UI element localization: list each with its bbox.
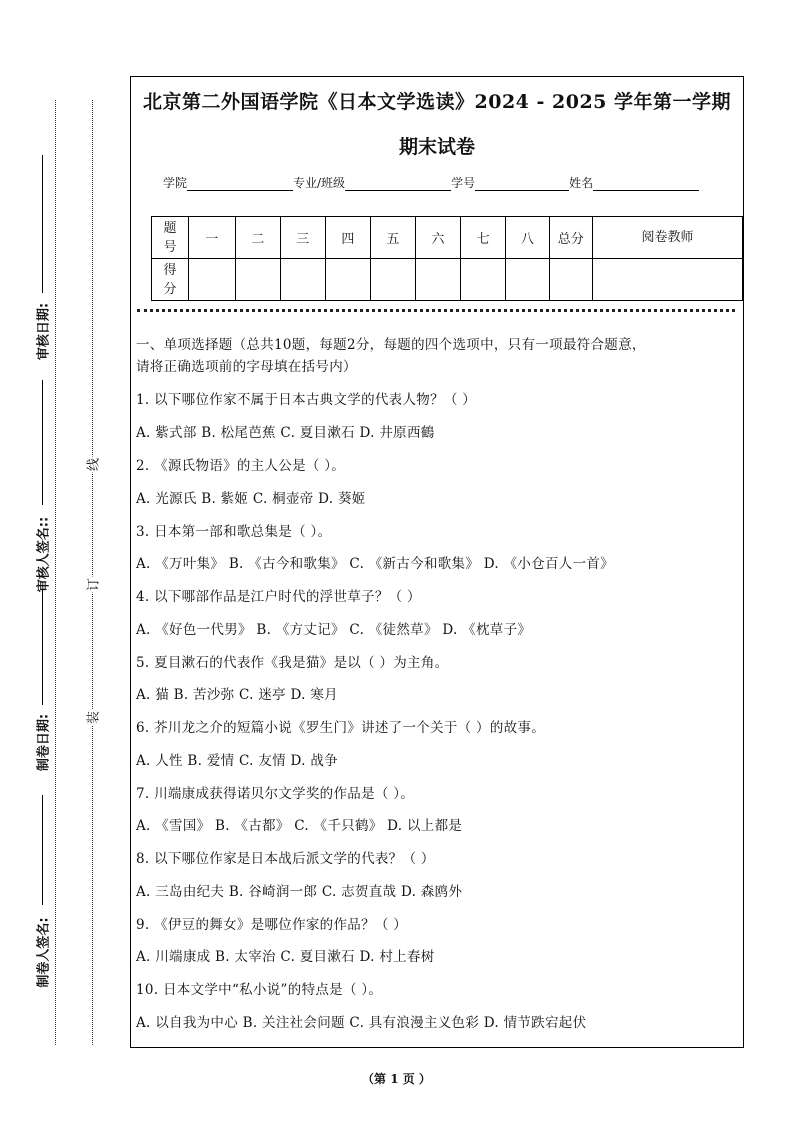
school-label: 学院 bbox=[163, 176, 188, 190]
bind-mark-xian: 线 bbox=[83, 457, 102, 473]
name-label: 姓名 bbox=[569, 176, 594, 190]
col-2: 二 bbox=[235, 217, 280, 259]
make-sign-underline bbox=[42, 795, 43, 905]
exam-title: 北京第二外国语学院《日本文学选读》2024 - 2025 学年第一学期 bbox=[143, 91, 731, 113]
school-field[interactable] bbox=[187, 176, 293, 191]
score-table-header-row bbox=[152, 217, 743, 259]
options-10: A. 以自我为中心 B. 关注社会问题 C. 具有浪漫主义色彩 D. 情节跌宕起伏 bbox=[136, 1015, 587, 1031]
section-separator bbox=[137, 309, 735, 312]
make-date-underline bbox=[42, 590, 43, 705]
score-cell-5[interactable] bbox=[370, 259, 415, 301]
options-4: A. 《好色一代男》 B. 《方丈记》 C. 《徒然草》 D. 《枕草子》 bbox=[136, 622, 532, 638]
score-cell-4[interactable] bbox=[325, 259, 370, 301]
question-10: 10. 日本文学中“私小说”的特点是（ ）。 bbox=[136, 982, 383, 998]
col-8: 八 bbox=[506, 217, 549, 259]
question-8: 8. 以下哪位作家是日本战后派文学的代表？（ ） bbox=[136, 851, 435, 867]
name-field[interactable] bbox=[593, 176, 699, 191]
section-heading-line2: 请将正确选项前的字母填在括号内） bbox=[136, 359, 357, 375]
col-5: 五 bbox=[370, 217, 415, 259]
options-9: A. 川端康成 B. 太宰治 C. 夏目漱石 D. 村上春树 bbox=[136, 949, 435, 965]
score-cell-2[interactable] bbox=[235, 259, 280, 301]
review-date-label: 审核日期: bbox=[36, 302, 52, 361]
col-total: 总分 bbox=[549, 217, 592, 259]
score-cell-6[interactable] bbox=[415, 259, 460, 301]
question-6: 6. 芥川龙之介的短篇小说《罗生门》讲述了一个关于（ ）的故事。 bbox=[136, 720, 546, 736]
make-date-label: 制卷日期: bbox=[36, 713, 52, 772]
major-label: 专业/班级 bbox=[293, 176, 346, 190]
question-5: 5. 夏目漱石的代表作《我是猫》是以（ ）为主角。 bbox=[136, 655, 449, 671]
options-8: A. 三岛由纪夫 B. 谷崎润一郎 C. 志贺直哉 D. 森鸥外 bbox=[136, 884, 463, 900]
student-id-label: 学号 bbox=[451, 176, 476, 190]
section-heading-line1: 一、单项选择题（总共10题，每题2分，每题的四个选项中，只有一项最符合题意， bbox=[136, 337, 646, 353]
col-grader: 阅卷教师 bbox=[592, 217, 742, 259]
question-1: 1. 以下哪位作家不属于日本古典文学的代表人物？（ ） bbox=[136, 392, 477, 408]
score-cell-grader[interactable] bbox=[592, 259, 742, 301]
question-2: 2. 《源氏物语》的主人公是（ ）。 bbox=[136, 458, 346, 474]
score-cell-total[interactable] bbox=[549, 259, 592, 301]
options-5: A. 猫 B. 苦沙弥 C. 迷亭 D. 寒月 bbox=[136, 687, 338, 703]
col-1: 一 bbox=[188, 217, 235, 259]
left-dotted-line bbox=[55, 100, 56, 1045]
question-7: 7. 川端康成获得诺贝尔文学奖的作品是（ ）。 bbox=[136, 786, 415, 802]
page-number: （第 1 页 ） bbox=[362, 1072, 431, 1086]
options-1: A. 紫式部 B. 松尾芭蕉 C. 夏目漱石 D. 井原西鶴 bbox=[136, 425, 435, 441]
score-cell-3[interactable] bbox=[280, 259, 325, 301]
student-id-field[interactable] bbox=[475, 176, 569, 191]
bind-mark-ding: 订 bbox=[83, 577, 102, 593]
student-info-row bbox=[163, 174, 699, 191]
col-6: 六 bbox=[415, 217, 460, 259]
options-2: A. 光源氏 B. 紫姬 C. 桐壶帝 D. 葵姬 bbox=[136, 491, 366, 507]
options-7: A. 《雪国》 B. 《古都》 C. 《千只鹤》 D. 以上都是 bbox=[136, 818, 463, 834]
major-field[interactable] bbox=[345, 176, 451, 191]
options-3: A. 《万叶集》 B. 《古今和歌集》 C. 《新古今和歌集》 D. 《小仓百人一首》 bbox=[136, 556, 614, 572]
review-sign-label: 审核人签名:: bbox=[36, 516, 52, 593]
exam-frame bbox=[130, 76, 744, 1048]
score-table-score-row bbox=[152, 259, 743, 301]
bind-mark-zhuang: 装 bbox=[83, 710, 102, 726]
options-6: A. 人性 B. 爱情 C. 友情 D. 战争 bbox=[136, 753, 338, 769]
col-4: 四 bbox=[325, 217, 370, 259]
score-cell-8[interactable] bbox=[506, 259, 549, 301]
score-table bbox=[151, 216, 743, 301]
question-4: 4. 以下哪部作品是江户时代的浮世草子？（ ） bbox=[136, 589, 421, 605]
col-3: 三 bbox=[280, 217, 325, 259]
col-7: 七 bbox=[461, 217, 506, 259]
right-dotted-line bbox=[92, 100, 93, 1045]
make-sign-label: 制卷人签名: bbox=[36, 917, 52, 988]
question-9: 9. 《伊豆的舞女》是哪位作家的作品？（ ） bbox=[136, 917, 408, 933]
row-label-tihao: 题号 bbox=[152, 217, 189, 259]
review-sign-underline bbox=[42, 380, 43, 505]
review-date-underline bbox=[42, 155, 43, 293]
exam-subtitle: 期末试卷 bbox=[398, 136, 475, 158]
score-cell-1[interactable] bbox=[188, 259, 235, 301]
row-label-defen: 得分 bbox=[152, 259, 189, 301]
question-3: 3. 日本第一部和歌总集是（ ）。 bbox=[136, 524, 332, 540]
score-cell-7[interactable] bbox=[461, 259, 506, 301]
